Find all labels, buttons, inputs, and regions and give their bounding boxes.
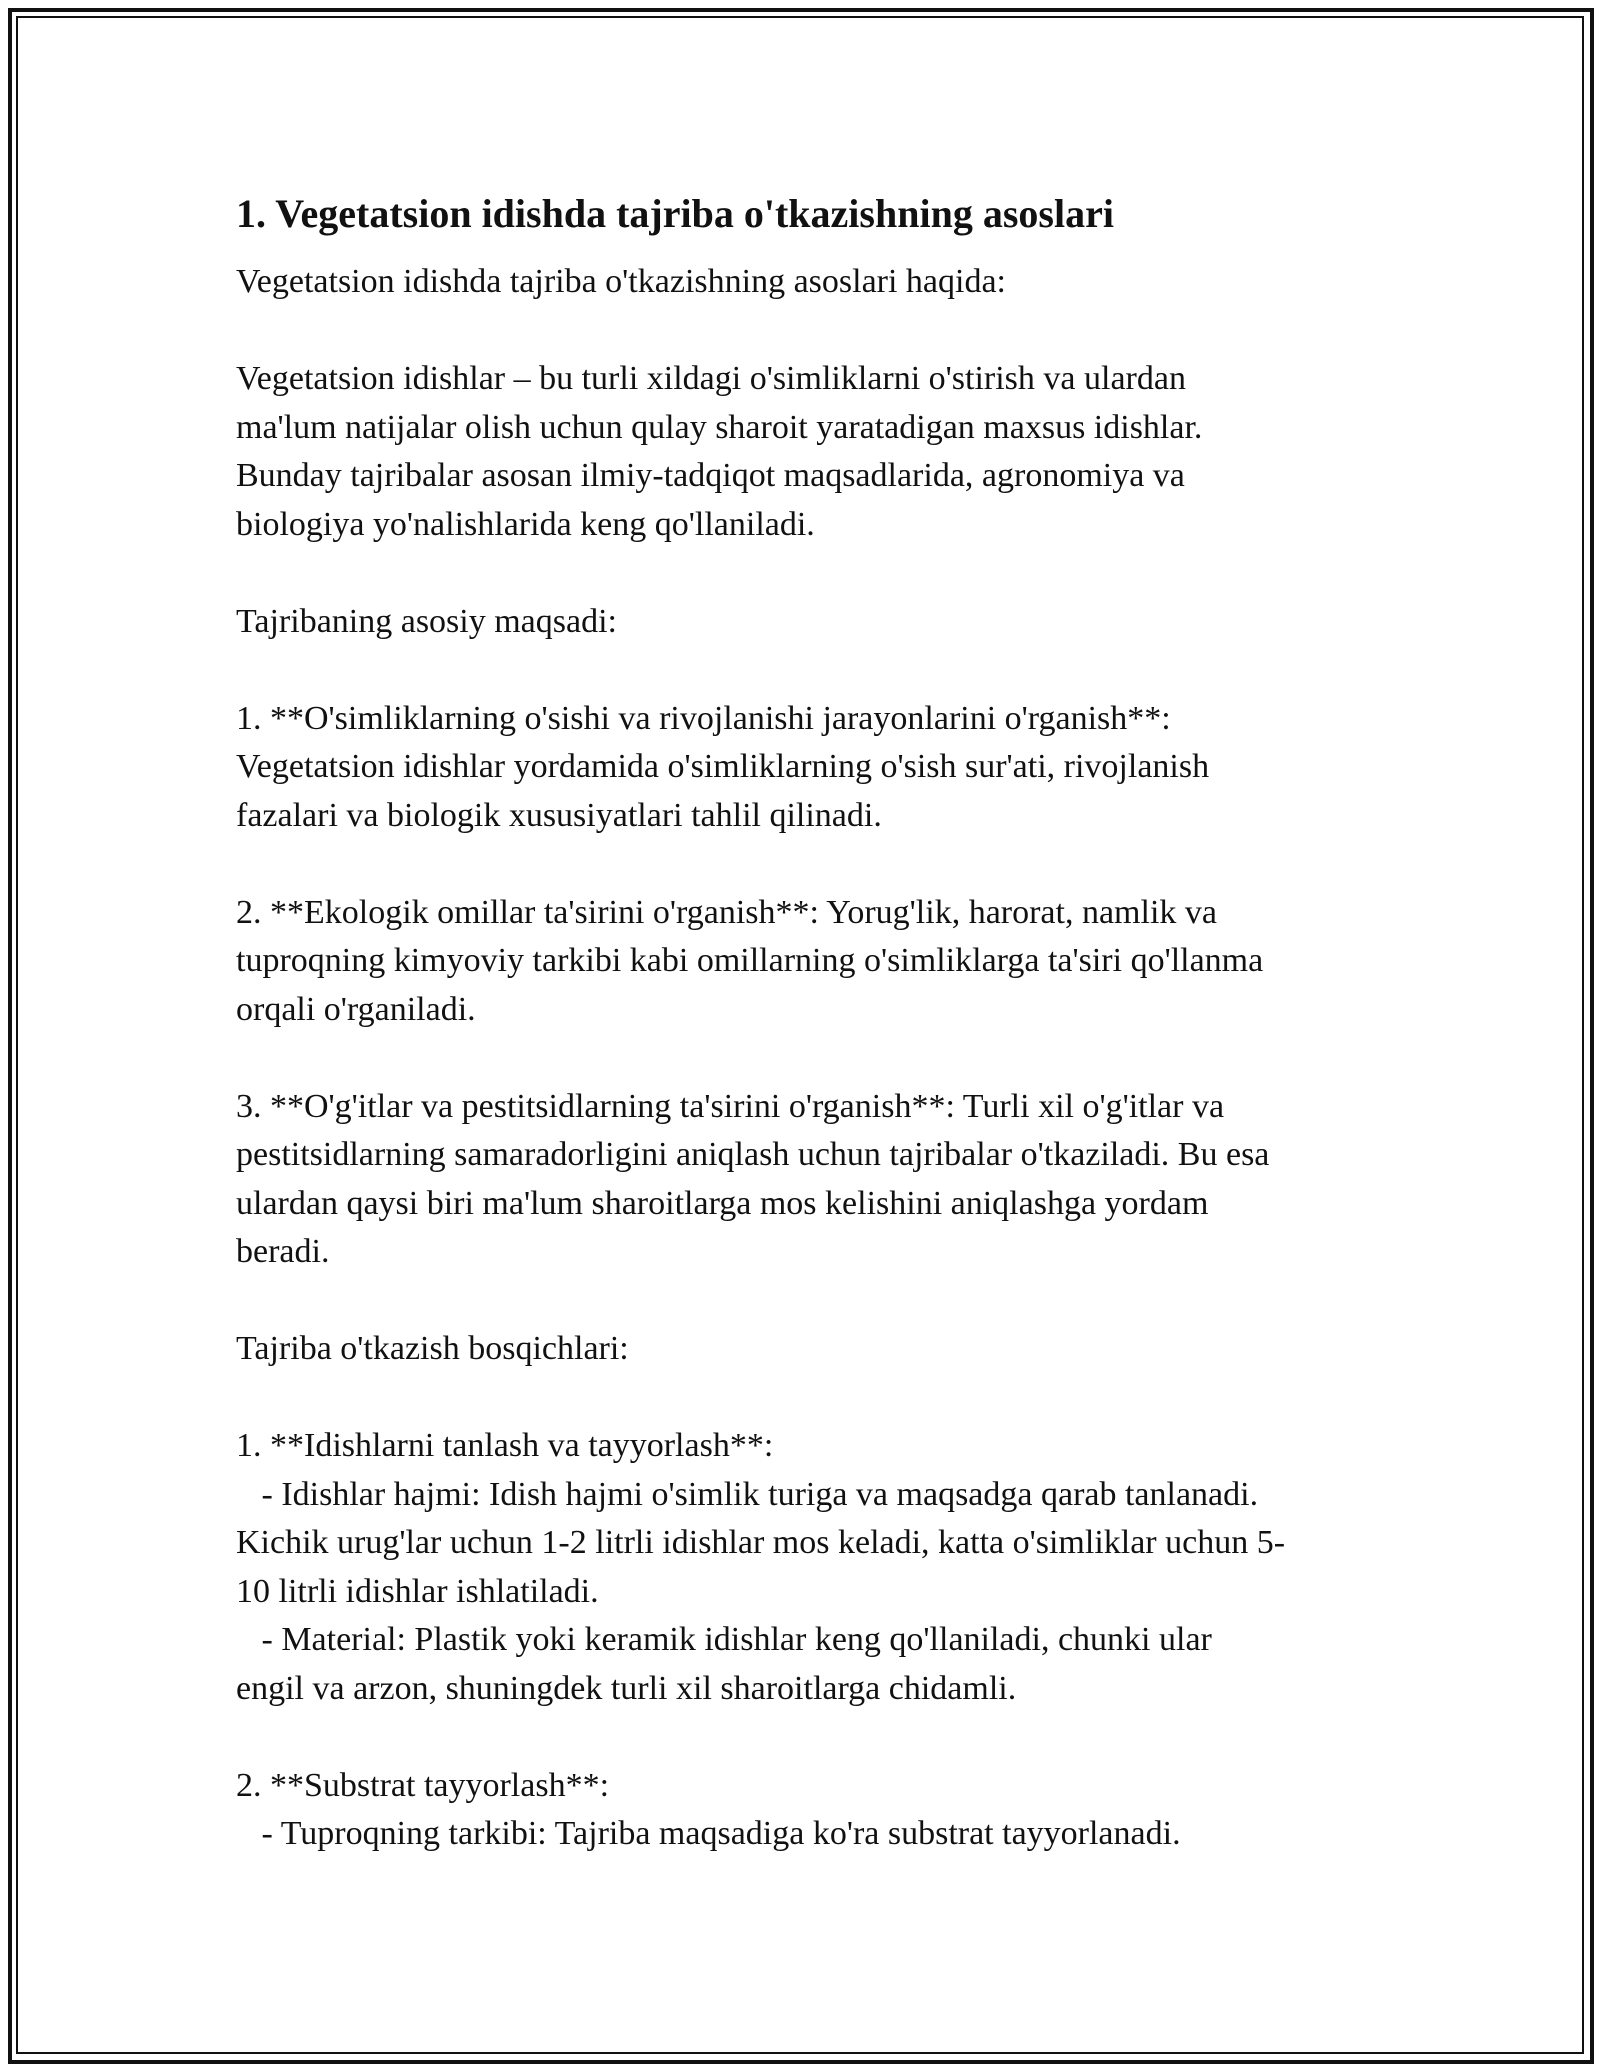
goal-item-2: 2. **Ekologik omillar ta'sirini o'rganish**: Yorug'lik, harorat, namlik va tuproqning kimyoviy tarkibi kabi omillarning o'simliklarga ta'siri qo'llanma orqali o'rganiladi. [236,893,1264,1028]
step-item-1: 1. **Idishlarni tanlash va tayyorlash**: - Idishlar hajmi: Idish hajmi o'simlik turiga va maqsadga qarab tanlanadi. Kichik urug'lar uchun 1-2 litrli idishlar mos keladi, katta o'simliklar uchun 5- 10 litrli idishlar ishlatiladi. - Material: Plastik yoki keramik idishlar keng qo'llaniladi, chunki ular engil va arzon, shuningdek turli xil sharoitlarga chidamli. [236,1427,1286,1707]
goal-item-3: 3. **O'g'itlar va pestitsidlarning ta'sirini o'rganish**: Turli xil o'g'itlar va pestitsidlarning samaradorligini aniqlash uchun tajribalar o'tkaziladi. Bu esa ulardan qaysi biri ma'lum sharoitlarga mos kelishini aniqlashga yordam beradi. [236,1087,1270,1270]
definition-paragraph: Vegetatsion idishlar – bu turli xildagi o'simliklarni o'stirish va ulardan ma'lum natijalar olish uchun qulay sharoit yaratadigan maxsus idishlar. Bunday tajribalar asosan ilmiy-tadqiqot maqsadlarida, agronomiya va biologiya yo'nalishlarida keng qo'llaniladi. [236,360,1203,543]
section-heading: 1. Vegetatsion idishda tajriba o'tkazishning asoslari [236,191,1114,236]
document-body [236,186,1386,1907]
intro-paragraph: Vegetatsion idishda tajriba o'tkazishning asoslari haqida: [236,263,1006,300]
steps-heading: Tajriba o'tkazish bosqichlari: [236,1330,629,1367]
goal-item-1: 1. **O'simliklarning o'sishi va rivojlanishi jarayonlarini o'rganish**: Vegetatsion idishlar yordamida o'simliklarning o'sish sur'ati, rivojlanish fazalari va biologik xususiyatlari tahlil qilinadi. [236,699,1210,834]
goals-heading: Tajribaning asosiy maqsadi: [236,602,617,640]
step-item-2: 2. **Substrat tayyorlash**: - Tuproqning tarkibi: Tajriba maqsadiga ko'ra substrat tayyorlanadi. [236,1766,1181,1852]
